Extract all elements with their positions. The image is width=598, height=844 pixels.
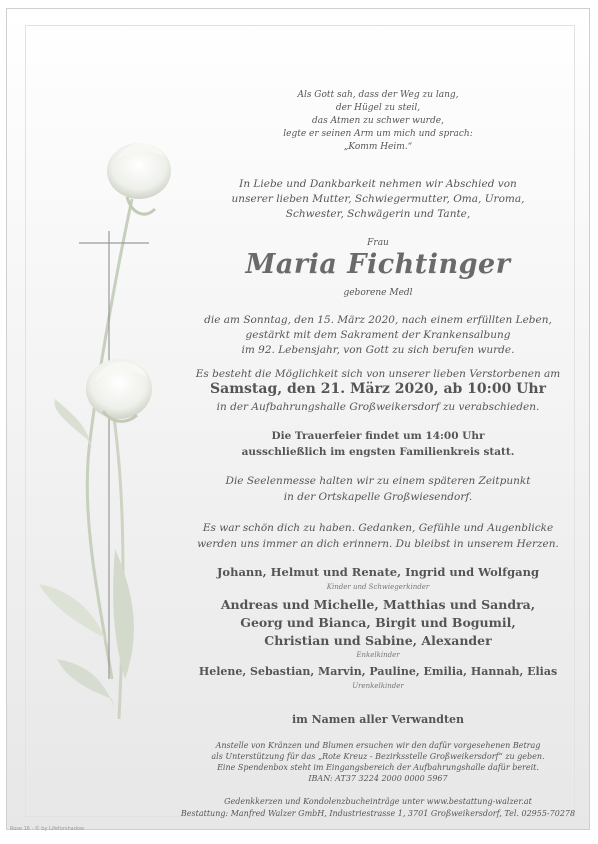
intro-line: In Liebe und Dankbarkeit nehmen wir Abschied von xyxy=(239,178,517,190)
donation-iban: IBAN: AT37 3224 2000 0000 5967 xyxy=(308,774,448,783)
maiden-name: geborene Medl xyxy=(343,288,413,298)
donation-line: als Unterstützung für das „Rote Kreuz - Bezirksstelle Großweikersdorf“ zu geben. xyxy=(211,752,545,761)
salutation: Frau xyxy=(367,238,389,248)
footer-address: Bestattung: Manfred Walzer GmbH, Industriestrasse 1, 3701 Großweikersdorf, Tel. 02955-70278 xyxy=(180,809,576,818)
intro-line: Schwester, Schwägerin und Tante, xyxy=(285,208,471,220)
death-line: im 92. Lebensjahr, von Gott zu sich berufen wurde. xyxy=(241,344,515,356)
memory-line: Es war schön dich zu haben. Gedanken, Gefühle und Augenblicke xyxy=(202,522,554,534)
great-grandchildren-caption: Urenkelkinder xyxy=(352,682,404,690)
relatives-line: im Namen aller Verwandten xyxy=(291,713,465,726)
text-column xyxy=(173,9,583,831)
children-names: Johann, Helmut und Renate, Ingrid und Wolfgang xyxy=(216,565,540,579)
image-credit: Rose 16 · © by Lifeforshadow xyxy=(10,826,85,832)
viewing-place: in der Aufbahrungshalle Großweikersdorf zu verabschieden. xyxy=(216,401,540,413)
memory-line: werden uns immer an dich erinnern. Du bleibst in unserem Herzen. xyxy=(197,538,559,550)
poem-line: Als Gott sah, dass der Weg zu lang, xyxy=(297,90,459,100)
deceased-name: Maria Fichtinger xyxy=(245,249,511,280)
death-line: die am Sonntag, den 15. März 2020, nach einem erfüllten Leben, xyxy=(204,314,552,326)
death-line: gestärkt mit dem Sakrament der Krankensalbung xyxy=(245,329,511,341)
poem-line: das Atmen zu schwer wurde, xyxy=(312,116,444,126)
poem-line: der Hügel zu steil, xyxy=(335,103,421,113)
mass-line: Die Seelenmesse halten wir zu einem späteren Zeitpunkt xyxy=(225,475,531,487)
rose-illustration xyxy=(27,119,177,759)
obituary-card xyxy=(6,8,590,830)
viewing-intro: Es besteht die Möglichkeit sich von unserer lieben Verstorbenen am xyxy=(195,368,561,380)
grandchildren-names: Andreas und Michelle, Matthias und Sandra, xyxy=(220,597,536,612)
grandchildren-caption: Enkelkinder xyxy=(356,651,400,659)
viewing-date: Samstag, den 21. März 2020, ab 10:00 Uhr xyxy=(210,381,546,397)
poem-line: legte er seinen Arm um mich und sprach: xyxy=(283,129,473,139)
footer-line: Gedenkkerzen und Kondolenzbucheinträge unter www.bestattung-walzer.at xyxy=(224,797,532,806)
funeral-line: Die Trauerfeier findet um 14:00 Uhr xyxy=(271,430,485,442)
intro-line: unserer lieben Mutter, Schwiegermutter, Oma, Uroma, xyxy=(231,193,525,205)
grandchildren-names: Christian und Sabine, Alexander xyxy=(264,633,492,648)
donation-line: Anstelle von Kränzen und Blumen ersuchen wir den dafür vorgesehenen Betrag xyxy=(215,741,541,750)
poem-line: „Komm Heim.“ xyxy=(343,142,413,152)
donation-line: Eine Spendenbox steht im Eingangsbereich der Aufbahrungshalle dafür bereit. xyxy=(217,763,539,772)
mass-line: in der Ortskapelle Großwiesendorf. xyxy=(283,491,473,503)
great-grandchildren-names: Helene, Sebastian, Marvin, Pauline, Emilia, Hannah, Elias xyxy=(198,665,558,678)
funeral-line: ausschließlich im engsten Familienkreis statt. xyxy=(241,446,515,458)
children-caption: Kinder und Schwiegerkinder xyxy=(326,583,430,591)
grandchildren-names: Georg und Bianca, Birgit und Bogumil, xyxy=(240,615,516,630)
